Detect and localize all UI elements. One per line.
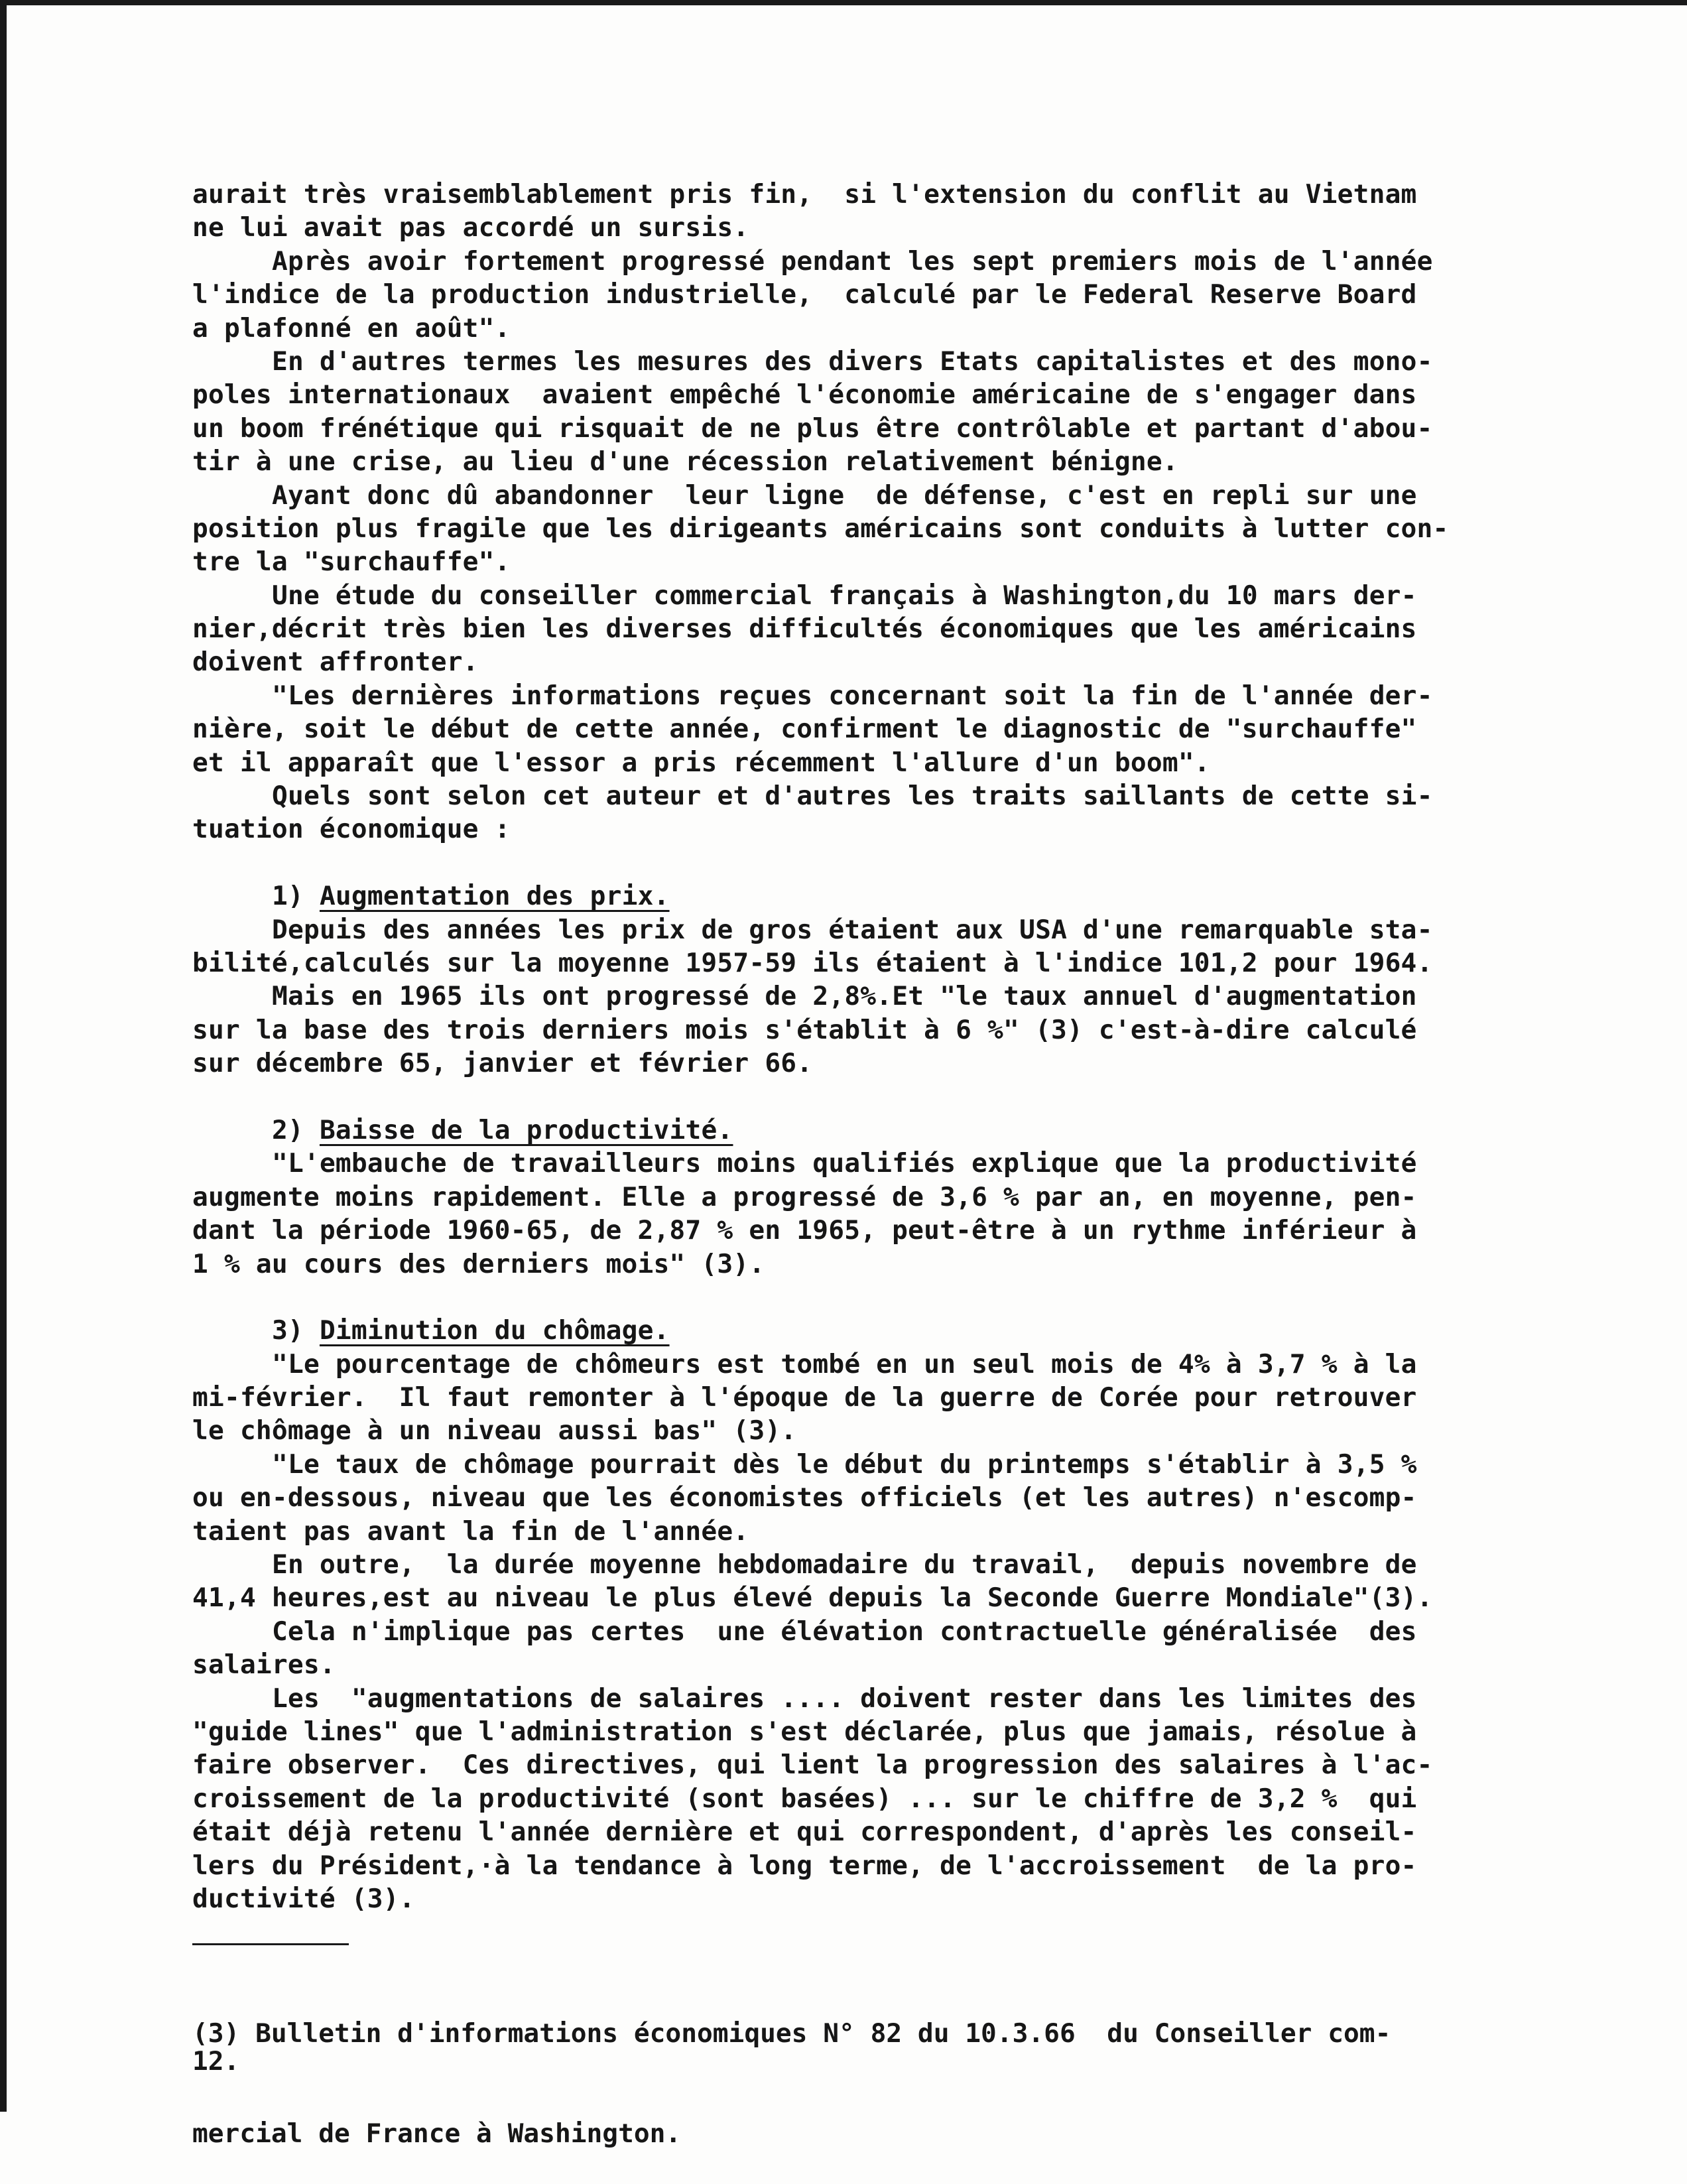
- body-line: salaires.: [192, 1649, 336, 1681]
- footnote-line: mercial de France à Washington.: [192, 2118, 682, 2150]
- paragraph-gap: [192, 1281, 1492, 1314]
- body-line: dant la période 1960-65, de 2,87 % en 1965, peut-être à un rythme inférieur à: [192, 1215, 1417, 1246]
- body-line: l'indice de la production industrielle, calculé par le Federal Reserve Board: [192, 279, 1417, 310]
- body-line: "L'embauche de travailleurs moins qualifiés explique que la productivité: [272, 1148, 1417, 1179]
- body-line: "Le pourcentage de chômeurs est tombé en un seul mois de 4% à 3,7 % à la: [272, 1348, 1417, 1380]
- body-line: Une étude du conseiller commercial français à Washington,du 10 mars der-: [272, 580, 1417, 611]
- section-title: Diminution du chômage.: [319, 1315, 670, 1346]
- body-line: un boom frénétique qui risquait de ne plus être contrôlable et partant d'abou-: [192, 413, 1433, 444]
- body-line: nière, soit le début de cette année, confirment le diagnostic de "surchauffe": [192, 714, 1417, 745]
- body-line: Depuis des années les prix de gros étaient aux USA d'une remarquable sta-: [272, 914, 1433, 945]
- paragraph-gap: [192, 1080, 1492, 1114]
- body-line: croissement de la productivité (sont basées) ... sur le chiffre de 3,2 % qui: [192, 1783, 1417, 1814]
- body-line: et il apparaît que l'essor a pris récemment l'allure d'un boom".: [192, 747, 1210, 778]
- section-title: Baisse de la productivité.: [319, 1114, 733, 1145]
- body-line: ne lui avait pas accordé un sursis.: [192, 212, 749, 243]
- scan-border-top: [0, 0, 1687, 5]
- body-line: 1 % au cours des derniers mois" (3).: [192, 1248, 765, 1279]
- paragraph-gap: [192, 846, 1492, 879]
- body-line: sur la base des trois derniers mois s'établit à 6 %" (3) c'est-à-dire calculé: [192, 1014, 1417, 1045]
- footnote-line: (3) Bulletin d'informations économiques N° 82 du 10.3.66 du Conseiller com-: [192, 2018, 1391, 2049]
- section-number: 1): [272, 881, 320, 912]
- body-line: Les "augmentations de salaires .... doivent rester dans les limites des: [272, 1683, 1417, 1714]
- body-line: position plus fragile que les dirigeants américains sont conduits à lutter con-: [192, 513, 1449, 544]
- body-line: poles internationaux avaient empêché l'économie américaine de s'engager dans: [192, 379, 1417, 411]
- body-line: lers du Président,·à la tendance à long terme, de l'accroissement de la pro-: [192, 1850, 1417, 1881]
- body-line: sur décembre 65, janvier et février 66.: [192, 1048, 813, 1079]
- body-line: 41,4 heures,est au niveau le plus élevé depuis la Seconde Guerre Mondiale"(3).: [192, 1582, 1433, 1614]
- body-line: tre la "surchauffe".: [192, 546, 511, 578]
- body-line: Ayant donc dû abandonner leur ligne de défense, c'est en repli sur une: [272, 480, 1417, 511]
- scan-border-left: [0, 0, 7, 2112]
- section-heading-3: [192, 1314, 1492, 1347]
- body-line: En outre, la durée moyenne hebdomadaire du travail, depuis novembre de: [272, 1549, 1417, 1580]
- section-heading-1: [192, 879, 1492, 913]
- body-line: "guide lines" que l'administration s'est déclarée, plus que jamais, résolue à: [192, 1716, 1417, 1747]
- body-line: le chômage à un niveau aussi bas" (3).: [192, 1415, 797, 1446]
- page-number: 12.: [192, 2046, 240, 2077]
- footnote: [192, 1950, 1492, 2184]
- body-line: Quels sont selon cet auteur et d'autres les traits saillants de cette si-: [272, 781, 1433, 812]
- body-line: était déjà retenu l'année dernière et qui correspondent, d'après les conseil-: [192, 1817, 1417, 1848]
- body-line: Mais en 1965 ils ont progressé de 2,8%.Et "le taux annuel d'augmentation: [272, 981, 1417, 1012]
- body-line: a plafonné en août".: [192, 312, 511, 344]
- body-line: tir à une crise, au lieu d'une récession relativement bénigne.: [192, 446, 1178, 478]
- body-line: ductivité (3).: [192, 1883, 415, 1914]
- body-line: "Le taux de chômage pourrait dès le début du printemps s'établir à 3,5 %: [272, 1448, 1417, 1480]
- section-number: 3): [272, 1315, 320, 1346]
- body-line: doivent affronter.: [192, 647, 479, 678]
- section-title: Augmentation des prix.: [319, 881, 670, 912]
- body-line: faire observer. Ces directives, qui lient la progression des salaires à l'ac-: [192, 1750, 1433, 1781]
- body-line: ou en-dessous, niveau que les économistes officiels (et les autres) n'escomp-: [192, 1482, 1417, 1513]
- body-line: "Les dernières informations reçues concernant soit la fin de l'année der-: [272, 680, 1433, 711]
- body-line: taient pas avant la fin de l'année.: [192, 1515, 749, 1547]
- section-number: 2): [272, 1114, 320, 1145]
- body-line: bilité,calculés sur la moyenne 1957-59 ils étaient à l'indice 101,2 pour 1964.: [192, 947, 1433, 978]
- body-line: tuation économique :: [192, 814, 511, 845]
- page-body: [192, 178, 1492, 1915]
- body-line: nier,décrit très bien les diverses difficultés économiques que les américains: [192, 613, 1417, 645]
- body-line: augmente moins rapidement. Elle a progressé de 3,6 % par an, en moyenne, pen-: [192, 1181, 1417, 1212]
- body-line: En d'autres termes les mesures des divers Etats capitalistes et des mono-: [272, 346, 1433, 377]
- body-line: Après avoir fortement progressé pendant les sept premiers mois de l'année: [272, 245, 1433, 277]
- footnote-rule: [192, 1943, 349, 1945]
- body-line: Cela n'implique pas certes une élévation contractuelle généralisée des: [272, 1616, 1417, 1647]
- section-heading-2: [192, 1114, 1492, 1147]
- body-line: aurait très vraisemblablement pris fin, si l'extension du conflit au Vietnam: [192, 179, 1417, 210]
- body-line: mi-février. Il faut remonter à l'époque de la guerre de Corée pour retrouver: [192, 1382, 1417, 1413]
